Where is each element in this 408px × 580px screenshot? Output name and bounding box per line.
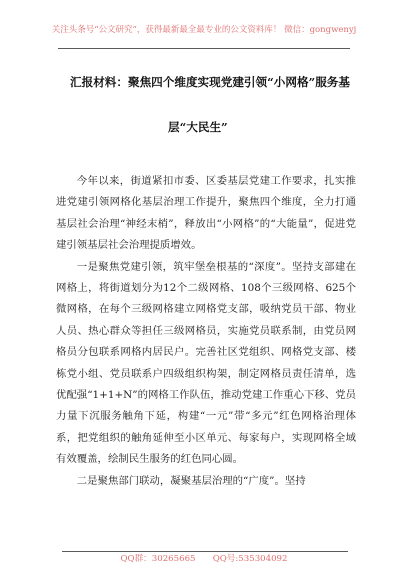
body-paragraph-2: 一是聚焦党建引领，筑牢堡垒根基的“深度”。坚持支部建在网格上，将街道划分为12个二级网格、108个三级网格、625个微网格，在每个三级网格建立网格党支部，吸纳党员干部、物业人员、热心群众等担任三级网格员，实施党员联系制，由党员网格员分包联系网格内居民户。完善社区党组织、网格党支部、楼栋党小组、党员联系户四级组织构架，制定网格员责任清单，选优配强“1+1+N”的网格工作队伍，推动党建工作重心下移、党员力量下沉服务触角下延，构建“一元”带“多元”红色网格治理体系，把党组织的触角延伸至小区单元、每家每户，实现网格全域有效覆盖，绘制民生服务的红色同心圆。	[56, 260, 356, 466]
footer-contacts: QQ群：30265665 QQ号:535304092	[120, 554, 288, 564]
body-paragraph-1: 今年以来，街道紧扣市委、区委基层党建工作要求，扎实推进党建引领网格化基层治理工作提升，聚焦四个维度，全力打通基层社会治理“神经末梢”，释放出“小网格”的“大能量”，促进党建引领基层社会治理提质增效。	[56, 175, 356, 252]
document-title-line-2: 层“大民生”	[168, 120, 228, 134]
header-banner: 关注头条号“公文研究”，获得最新最全最专业的公文资料库！ 微信：gongwenyj	[51, 25, 357, 35]
document-body	[56, 171, 356, 492]
footer-divider	[62, 551, 348, 552]
document-title-line-1: 汇报材料：聚焦四个维度实现党建引领“小网格”服务基	[70, 75, 350, 89]
body-paragraph-3: 二是聚焦部门联动，凝聚基层治理的“广度”。坚持	[76, 474, 306, 487]
header-divider	[58, 48, 350, 49]
